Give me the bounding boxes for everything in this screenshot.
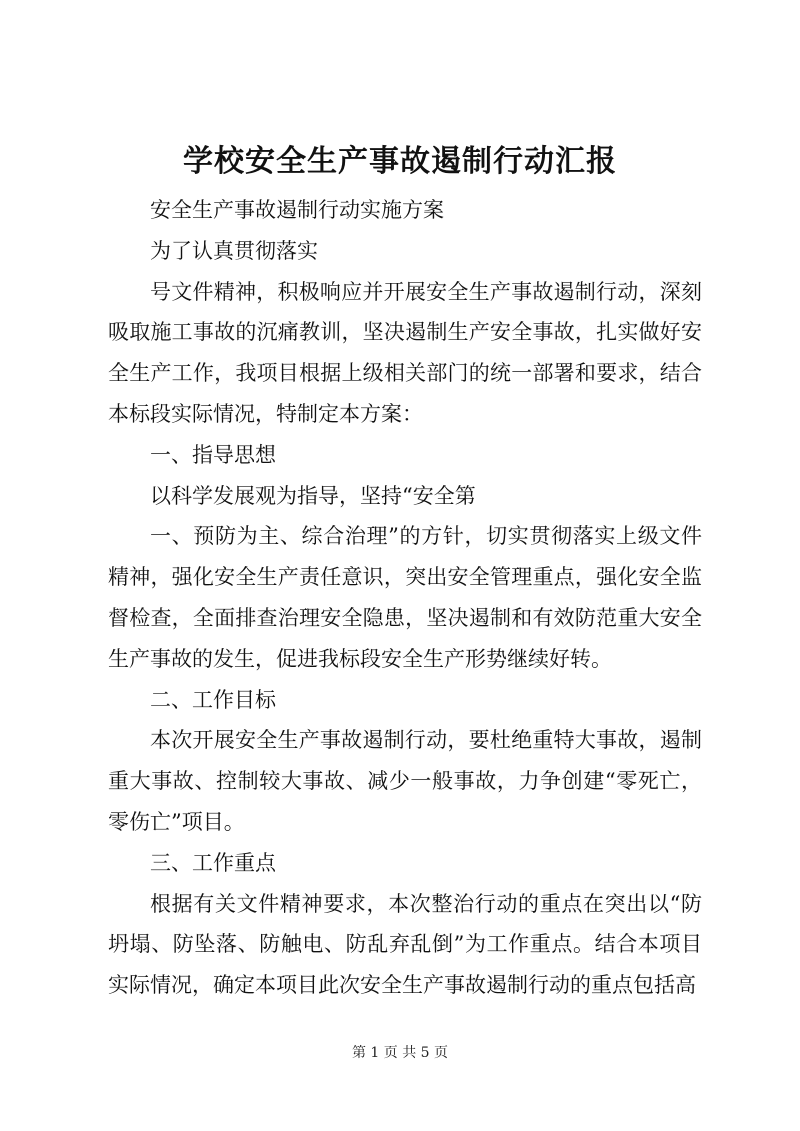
document-body (108, 190, 702, 1006)
heading-guiding-ideology: 一、指导思想 (150, 442, 276, 467)
paragraph-purpose: 号文件精神，积极响应并开展安全生产事故遏制行动，深刻吸取施工事故的沉痛教训，坚决遏制生产安全事故，扎实做好安全生产工作，我项目根据上级相关部门的统一部署和要求，结合本标段实际情况，特制定本方案： (108, 279, 702, 426)
paragraph-intro: 为了认真贯彻落实 (150, 238, 318, 263)
page-footer: 第 1 页 共 5 页 (351, 1045, 449, 1061)
document-title: 学校安全生产事故遏制行动汇报 (183, 144, 617, 179)
paragraph-ideology-1: 以科学发展观为指导，坚持“安全第 (150, 483, 476, 508)
paragraph-plan-name: 安全生产事故遏制行动实施方案 (150, 198, 444, 222)
heading-work-focus: 三、工作重点 (150, 850, 276, 875)
heading-work-goals: 二、工作目标 (150, 687, 276, 712)
paragraph-goals: 本次开展安全生产事故遏制行动，要杜绝重特大事故，遏制重大事故、控制较大事故、减少一般事故，力争创建“零死亡，零伤亡”项目。 (108, 728, 702, 834)
paragraph-ideology-2: 一、预防为主、综合治理”的方针，切实贯彻落实上级文件精神，强化安全生产责任意识，突出安全管理重点，强化安全监督检查，全面排查治理安全隐患，坚决遏制和有效防范重大安全生产事故的发生，促进我标段安全生产形势继续好转。 (108, 524, 702, 671)
paragraph-focus: 根据有关文件精神要求，本次整治行动的重点在突出以“防坍塌、防坠落、防触电、防乱弃乱倒”为工作重点。结合本项目实际情况，确定本项目此次安全生产事故遏制行动的重点包括高 (108, 891, 702, 998)
